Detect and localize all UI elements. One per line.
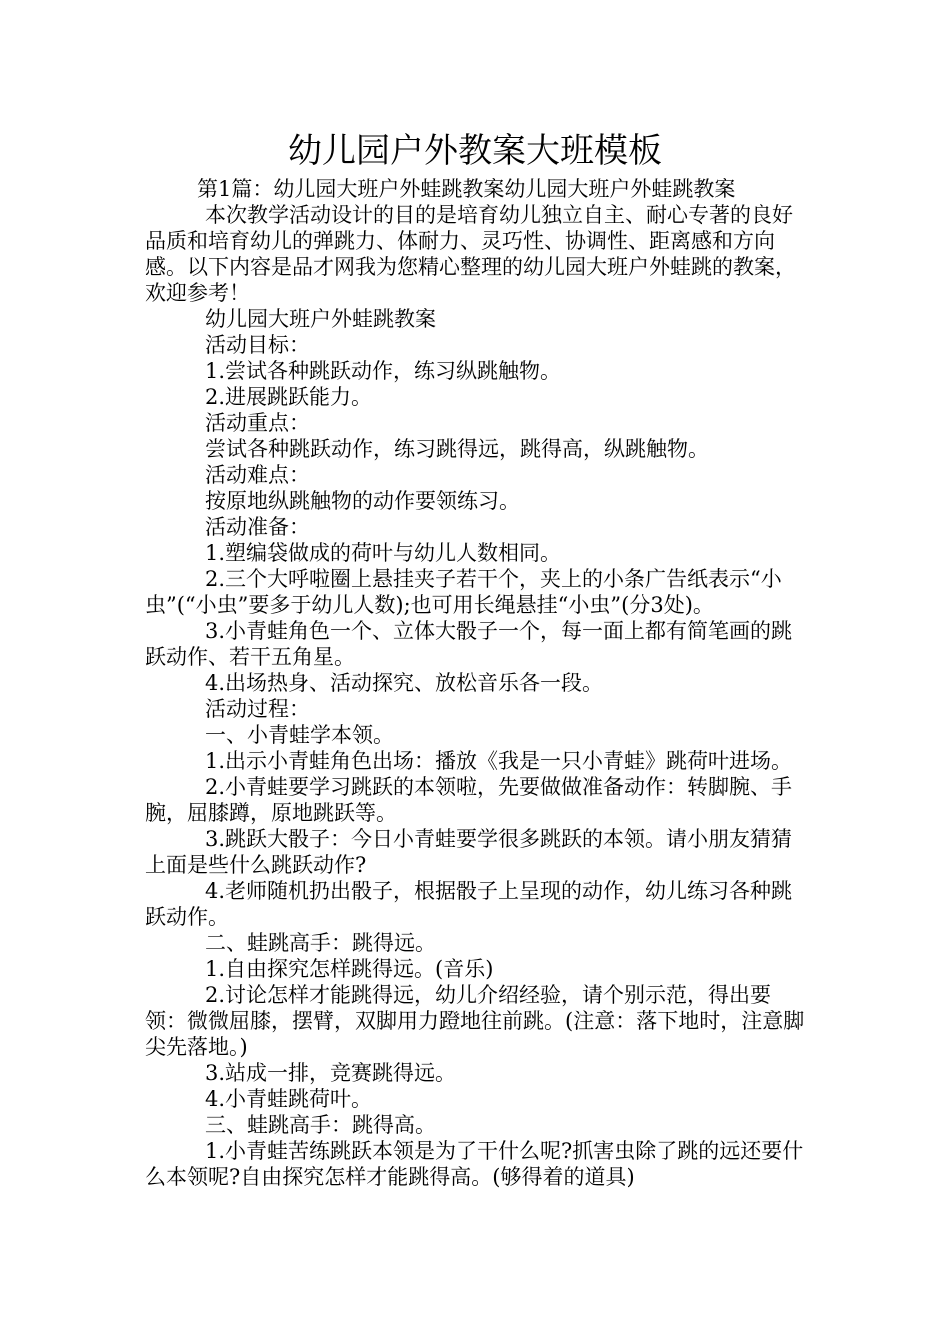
paragraph: 1.尝试各种跳跃动作，练习纵跳触物。 <box>205 359 562 383</box>
paragraph: 本次教学活动设计的目的是培育幼儿独立自主、耐心专著的良好品质和培育幼儿的弹跳力、体耐力、灵巧性、协调性、距离感和方向感。以下内容是品才网我为您精心整理的幼儿园大班户外蛙跳的教案，欢迎参考！ <box>145 203 796 305</box>
paragraph: 1.小青蛙苦练跳跃本领是为了干什么呢?抓害虫除了跳的远还要什么本领呢?自由探究怎样才能跳得高。(够得着的道具) <box>145 1139 804 1189</box>
paragraph: 3.小青蛙角色一个、立体大骰子一个，每一面上都有简笔画的跳跃动作、若干五角星。 <box>145 619 793 669</box>
paragraph: 4.老师随机扔出骰子，根据骰子上呈现的动作，幼儿练习各种跳跃动作。 <box>145 879 793 929</box>
paragraph: 4.出场热身、活动探究、放松音乐各一段。 <box>205 671 604 695</box>
paragraph: 活动目标： <box>205 333 310 357</box>
paragraph: 2.进展跳跃能力。 <box>205 385 373 409</box>
paragraph: 活动难点： <box>205 463 310 487</box>
paragraph: 2.讨论怎样才能跳得远，幼儿介绍经验，请个别示范，得出要领：微微屈膝，摆臂，双脚用力蹬地往前跳。(注意：落下地时，注意脚尖先落地。) <box>145 983 805 1059</box>
paragraph: 1.自由探究怎样跳得远。(音乐) <box>205 957 494 981</box>
paragraph: 三、蛙跳高手：跳得高。 <box>205 1113 436 1137</box>
paragraph: 1.出示小青蛙角色出场：播放《我是一只小青蛙》跳荷叶进场。 <box>205 749 793 773</box>
paragraph: 2.小青蛙要学习跳跃的本领啦，先要做做准备动作：转脚腕、手腕，屈膝蹲，原地跳跃等。 <box>145 775 793 825</box>
paragraph: 按原地纵跳触物的动作要领练习。 <box>205 489 520 513</box>
paragraph: 活动过程： <box>205 697 310 721</box>
paragraph: 幼儿园大班户外蛙跳教案 <box>205 307 436 331</box>
paragraph: 2.三个大呼啦圈上悬挂夹子若干个，夹上的小条广告纸表示“小虫”(“小虫”要多于幼儿人数);也可用长绳悬挂“小虫”(分3处)。 <box>145 567 782 617</box>
paragraph: 活动重点： <box>205 411 310 435</box>
paragraph: 第1篇：幼儿园大班户外蛙跳教案幼儿园大班户外蛙跳教案 <box>197 177 736 201</box>
document-title: 幼儿园户外教案大班模板 <box>288 131 662 171</box>
paragraph: 1.塑编袋做成的荷叶与幼儿人数相同。 <box>205 541 562 565</box>
paragraph: 3.站成一排，竞赛跳得远。 <box>205 1061 457 1085</box>
paragraph: 一、小青蛙学本领。 <box>205 723 394 747</box>
paragraph: 4.小青蛙跳荷叶。 <box>205 1087 373 1111</box>
paragraph: 3.跳跃大骰子：今日小青蛙要学很多跳跃的本领。请小朋友猜猜上面是些什么跳跃动作? <box>145 827 793 877</box>
document-page <box>145 126 805 1190</box>
paragraph: 二、蛙跳高手：跳得远。 <box>205 931 436 955</box>
paragraph: 活动准备： <box>205 515 310 539</box>
paragraph: 尝试各种跳跃动作，练习跳得远，跳得高，纵跳触物。 <box>205 437 709 461</box>
document-body <box>145 176 805 1190</box>
